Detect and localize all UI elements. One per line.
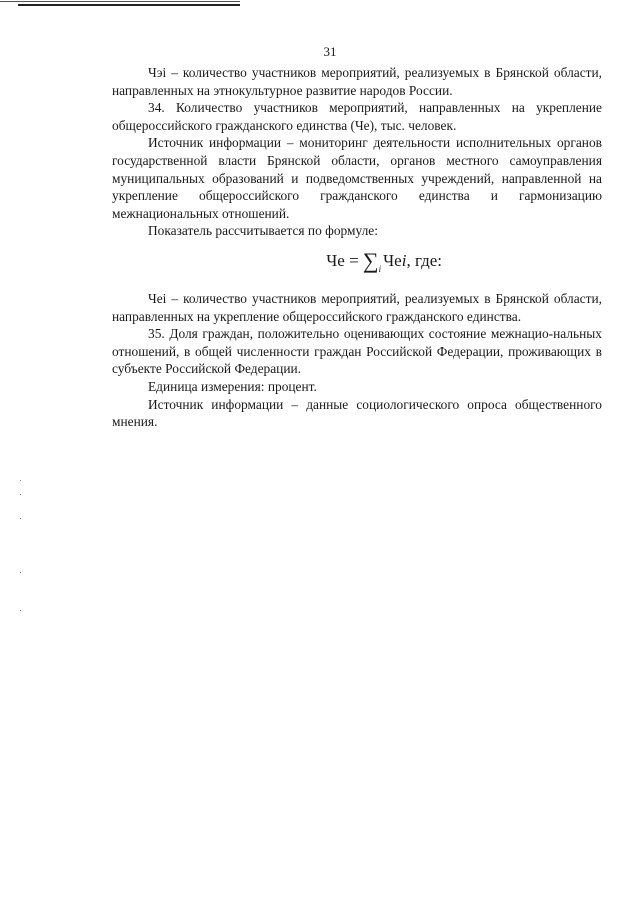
paragraph-che-definition: Чэi – количество участников мероприятий, реализуемых в Брянской области, направленных на этнокультурное развитие народов России.	[112, 65, 602, 98]
paragraph-formula-intro: Показатель рассчитывается по формуле:	[148, 223, 378, 239]
formula-suffix: , где:	[406, 250, 442, 270]
scan-dot	[20, 610, 21, 611]
formula-term-index: i	[401, 250, 407, 270]
formula-lhs: Че =	[326, 250, 363, 270]
page-number: 31	[323, 44, 337, 59]
formula	[112, 246, 602, 282]
formula-term: Че	[383, 250, 402, 270]
sum-index: i	[378, 263, 382, 274]
sum-symbol: ∑	[362, 247, 379, 273]
document-body	[112, 64, 602, 431]
scan-dot	[20, 494, 21, 495]
scan-edge-line	[0, 1, 240, 2]
scan-dot	[20, 572, 21, 573]
scan-dot	[20, 480, 21, 481]
scan-edge-rule	[18, 4, 240, 6]
scan-dot	[20, 518, 21, 519]
paragraph-unit: Единица измерения: процент.	[148, 378, 317, 394]
paragraph-source-35: Источник информации – данные социологического опроса общественного мнения.	[112, 396, 602, 430]
paragraph-source-34: Источник информации – мониторинг деятельности исполнительных органов государственной власти Брянской области, органов местного самоуправления муниципальных образований и подведомственных учреждений, направленной на укрепление общероссийского гражданского единства и гармонизацию межнациональных отношений.	[112, 135, 602, 221]
paragraph-indicator-34: 34. Количество участников мероприятий, направленных на укрепление общероссийского гражданского единства (Че), тыс. человек.	[112, 100, 602, 133]
paragraph-chei-definition: Чеi – количество участников мероприятий, реализуемых в Брянской области, направленных на укрепление общероссийского гражданского единства.	[112, 290, 602, 324]
paragraph-indicator-35: 35. Доля граждан, положительно оценивающих состояние межнацио-нальных отношений, в общей численности граждан Российской Федерации, проживающих в субъекте Российской Федерации.	[112, 326, 602, 377]
